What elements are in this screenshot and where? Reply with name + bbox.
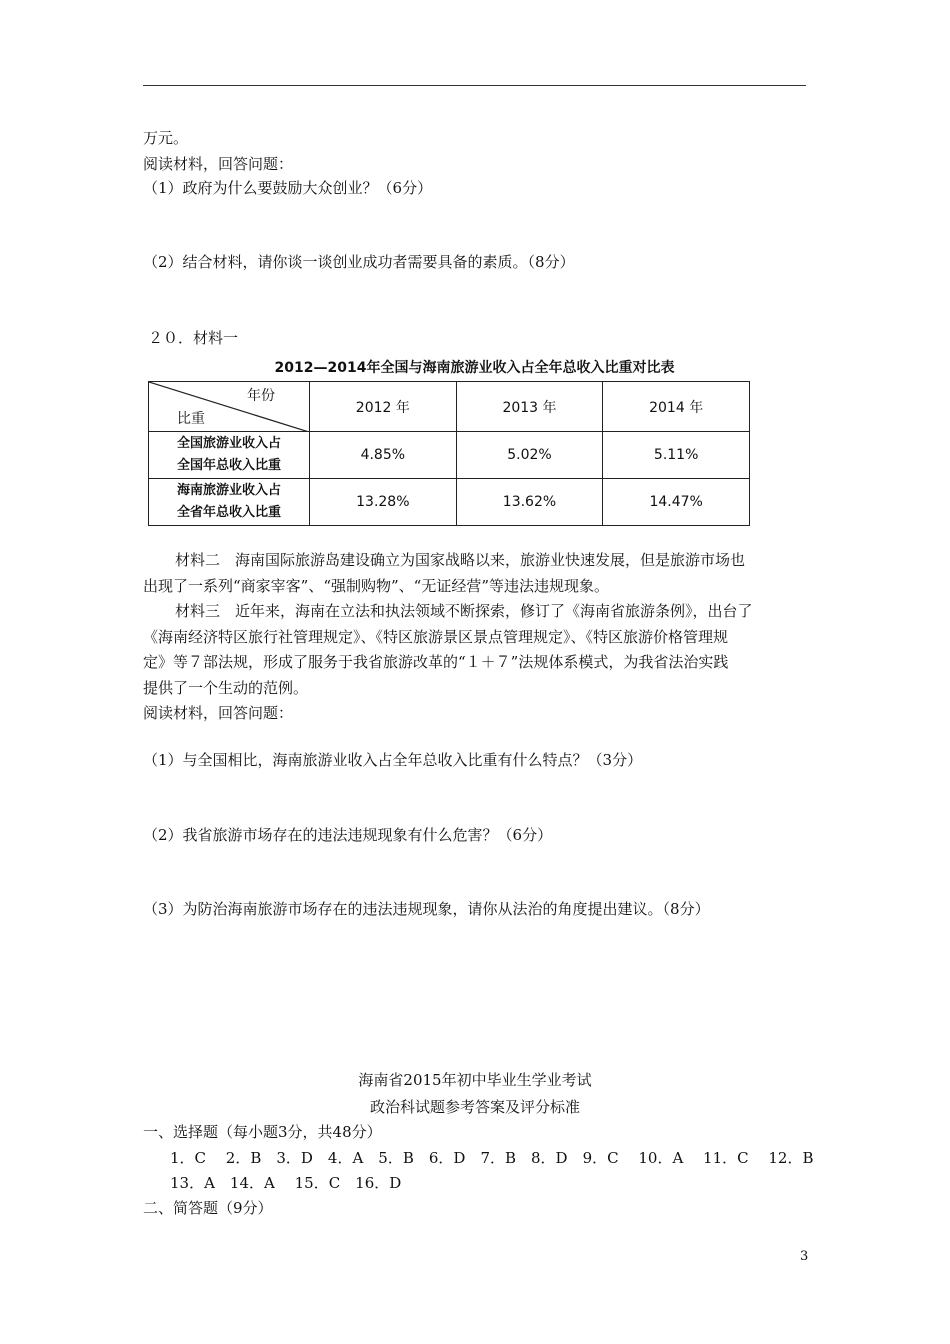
material-3-line: 定》等７部法规，形成了服务于我省旅游改革的“１＋７”法规体系模式，为我省法治实践 [143,653,729,671]
row-label-line: 全国旅游业收入占 [176,436,281,451]
question-19-2: （2）结合材料，请你谈一谈创业成功者需要具备的素质。（8分） [143,253,575,271]
table-cell: 4.85% [310,432,457,479]
diagonal-line [149,382,309,432]
table-header-row [149,382,750,432]
read-material-instruction: 阅读材料，回答问题： [143,704,294,722]
text-wanyuan: 万元。 [143,129,189,147]
material-3-line: 提供了一个生动的范例。 [143,679,309,697]
table-corner-cell [149,382,310,432]
row-label-line: 海南旅游业收入占 [176,483,281,498]
material-3-line: 《海南经济特区旅行社管理规定》、《特区旅游景区景点管理规定》、《特区旅游价格管理规 [143,628,729,646]
read-material-instruction: 阅读材料，回答问题： [143,155,294,173]
question-19-1: （1）政府为什么要鼓励大众创业？（6分） [143,179,433,197]
question-20-label: ２０．材料一 [148,329,239,347]
row-label [149,432,310,479]
row-label-line: 全省年总收入比重 [176,505,281,520]
answer-row: 13．A 14．A 15．C 16．D [170,1174,402,1192]
year-header: 2012 年 [310,382,457,432]
year-header: 2013 年 [456,382,603,432]
comparison-table [148,381,750,526]
material-3-line: 材料三 近年来，海南在立法和执法领域不断探索，修订了《海南省旅游条例》，出台了 [175,602,753,620]
answer-section-short: 二、简答题（9分） [143,1199,273,1217]
table-cell: 5.11% [603,432,750,479]
answer-row: 1．C 2．B 3．D 4．A 5．B 6．D 7．B 8．D 9．C 10．A 11．C 12．B [170,1149,814,1167]
corner-ratio-label: 比重 [177,411,205,427]
row-label-line: 全国年总收入比重 [176,458,281,473]
answer-section-choice: 一、选择题（每小题3分，共48分） [143,1123,382,1141]
row-label [149,479,310,526]
table-row [149,432,750,479]
year-header: 2014 年 [603,382,750,432]
question-20-3: （3）为防治海南旅游市场存在的违法违规现象，请你从法治的角度提出建议。（8分） [143,900,710,918]
answer-key-subtitle: 政治科试题参考答案及评分标准 [369,1098,580,1116]
table-cell: 5.02% [456,432,603,479]
corner-year-label: 年份 [247,388,275,404]
question-20-1: （1）与全国相比，海南旅游业收入占全年总收入比重有什么特点？（3分） [143,751,643,769]
table-cell: 13.62% [456,479,603,526]
page-number: 3 [800,1249,809,1264]
material-2-line: 材料二 海南国际旅游岛建设确立为国家战略以来，旅游业快速发展，但是旅游市场也 [175,551,746,569]
question-20-2: （2）我省旅游市场存在的违法违规现象有什么危害？（6分） [143,826,553,844]
table-cell: 13.28% [310,479,457,526]
table-row [149,479,750,526]
material-2-line: 出现了一系列“商家宰客”、“强制购物”、“无证经营”等违法违规现象。 [143,577,610,595]
table-title: 2012—2014年全国与海南旅游业收入占全年总收入比重对比表 [274,360,675,376]
answer-key-title: 海南省2015年初中毕业生学业考试 [358,1071,592,1089]
table-cell: 14.47% [603,479,750,526]
header-rule [143,85,806,86]
